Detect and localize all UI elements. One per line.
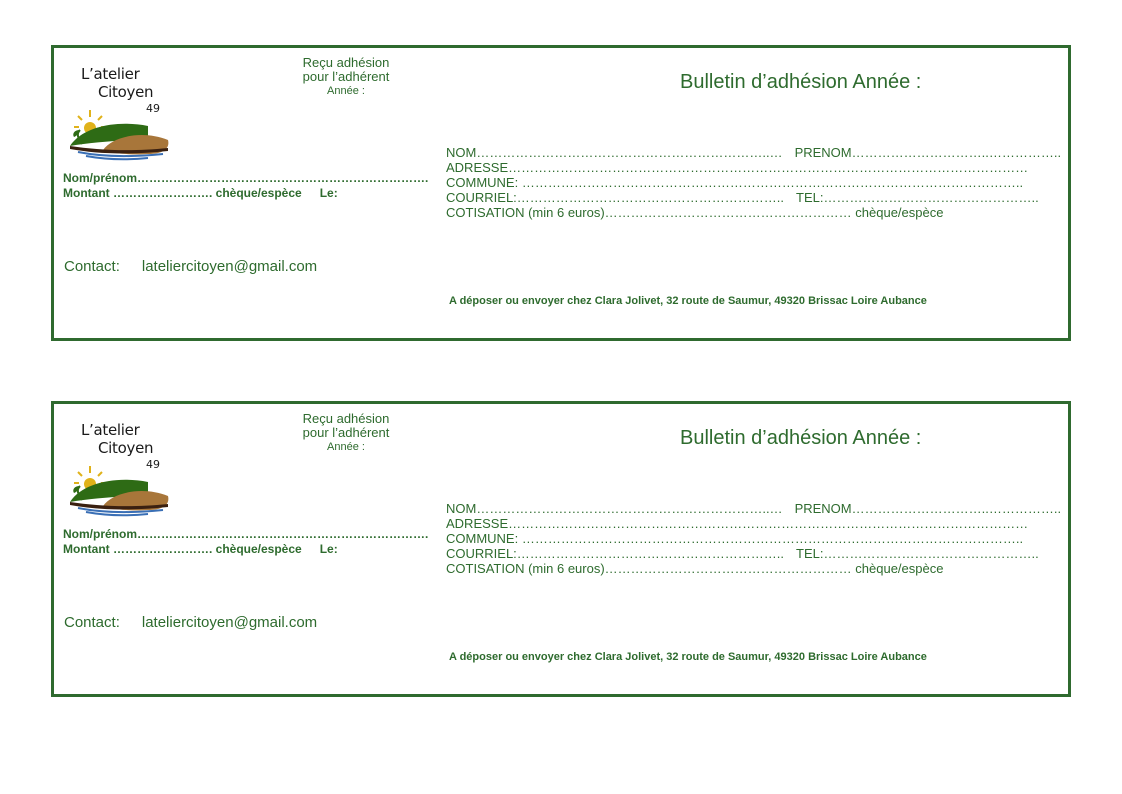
form-title: Bulletin d’adhésion Année : — [680, 427, 922, 449]
receipt-year-label: Année : — [327, 441, 365, 453]
tel-field: TEL:………………………………………….. — [796, 190, 1039, 205]
membership-card-2 — [51, 401, 1071, 697]
commune-field: COMMUNE: …………………………………………………………………………………………………….. — [446, 175, 1024, 190]
logo — [68, 418, 178, 518]
receipt-subtitle: pour l’adhérent — [302, 69, 390, 84]
logo-text-line2: Citoyen — [98, 83, 154, 101]
mailing-address: A déposer ou envoyer chez Clara Jolivet, 32 route de Saumur, 49320 Brissac Loire Aubance — [449, 651, 927, 663]
form-title: Bulletin d’adhésion Année : — [680, 71, 922, 93]
landscape-logo-icon — [68, 100, 172, 162]
receipt-name-field: Nom/prénom………………………………………………………………. — [63, 171, 429, 185]
cotisation-field: COTISATION (min 6 euros)………………………………………………… chèque/espèce — [446, 561, 944, 576]
logo-text-line3: 49 — [146, 458, 160, 471]
membership-form — [446, 145, 1061, 220]
contact-label: Contact: — [64, 258, 120, 275]
receipt-amount-field: Montant ……………………. chèque/espèce — [63, 542, 302, 556]
logo-text-line2: Citoyen — [98, 439, 154, 457]
tel-field: TEL:………………………………………….. — [796, 546, 1039, 561]
receipt-fields — [63, 171, 428, 201]
mailing-address: A déposer ou envoyer chez Clara Jolivet, 32 route de Saumur, 49320 Brissac Loire Aubance — [449, 295, 927, 307]
receipt-amount-field: Montant ……………………. chèque/espèce — [63, 186, 302, 200]
nom-field: NOM…………………………………………………………..… — [446, 145, 783, 160]
contact-line — [64, 258, 317, 275]
receipt-fields — [63, 527, 428, 557]
receipt-title: Reçu adhésion — [302, 411, 390, 426]
logo-text-line1: L’atelier — [81, 421, 140, 439]
logo — [68, 62, 178, 162]
contact-label: Contact: — [64, 614, 120, 631]
landscape-logo-icon — [68, 456, 172, 518]
courriel-field: COURRIEL:…………………………………………………….. — [446, 546, 785, 561]
receipt-header — [276, 56, 416, 98]
receipt-date-field: Le: — [319, 186, 338, 200]
receipt-date-field: Le: — [319, 542, 338, 556]
cotisation-field: COTISATION (min 6 euros)………………………………………………… chèque/espèce — [446, 205, 944, 220]
adresse-field: ADRESSE………………………………………………………………………………………………………… — [446, 516, 1029, 531]
adresse-field: ADRESSE………………………………………………………………………………………………………… — [446, 160, 1029, 175]
prenom-field: PRENOM…………………………..…………….. — [794, 145, 1062, 160]
receipt-subtitle: pour l’adhérent — [302, 425, 390, 440]
receipt-title: Reçu adhésion — [302, 55, 390, 70]
contact-line — [64, 614, 317, 631]
membership-card-1 — [51, 45, 1071, 341]
prenom-field: PRENOM…………………………..…………….. — [794, 501, 1062, 516]
commune-field: COMMUNE: …………………………………………………………………………………………………….. — [446, 531, 1024, 546]
logo-text-line3: 49 — [146, 102, 160, 115]
contact-email: lateliercitoyen@gmail.com — [141, 614, 318, 631]
receipt-name-field: Nom/prénom………………………………………………………………. — [63, 527, 429, 541]
contact-email: lateliercitoyen@gmail.com — [141, 258, 318, 275]
courriel-field: COURRIEL:…………………………………………………….. — [446, 190, 785, 205]
membership-form — [446, 501, 1061, 576]
receipt-header — [276, 412, 416, 454]
receipt-year-label: Année : — [327, 85, 365, 97]
nom-field: NOM…………………………………………………………..… — [446, 501, 783, 516]
logo-text-line1: L’atelier — [81, 65, 140, 83]
